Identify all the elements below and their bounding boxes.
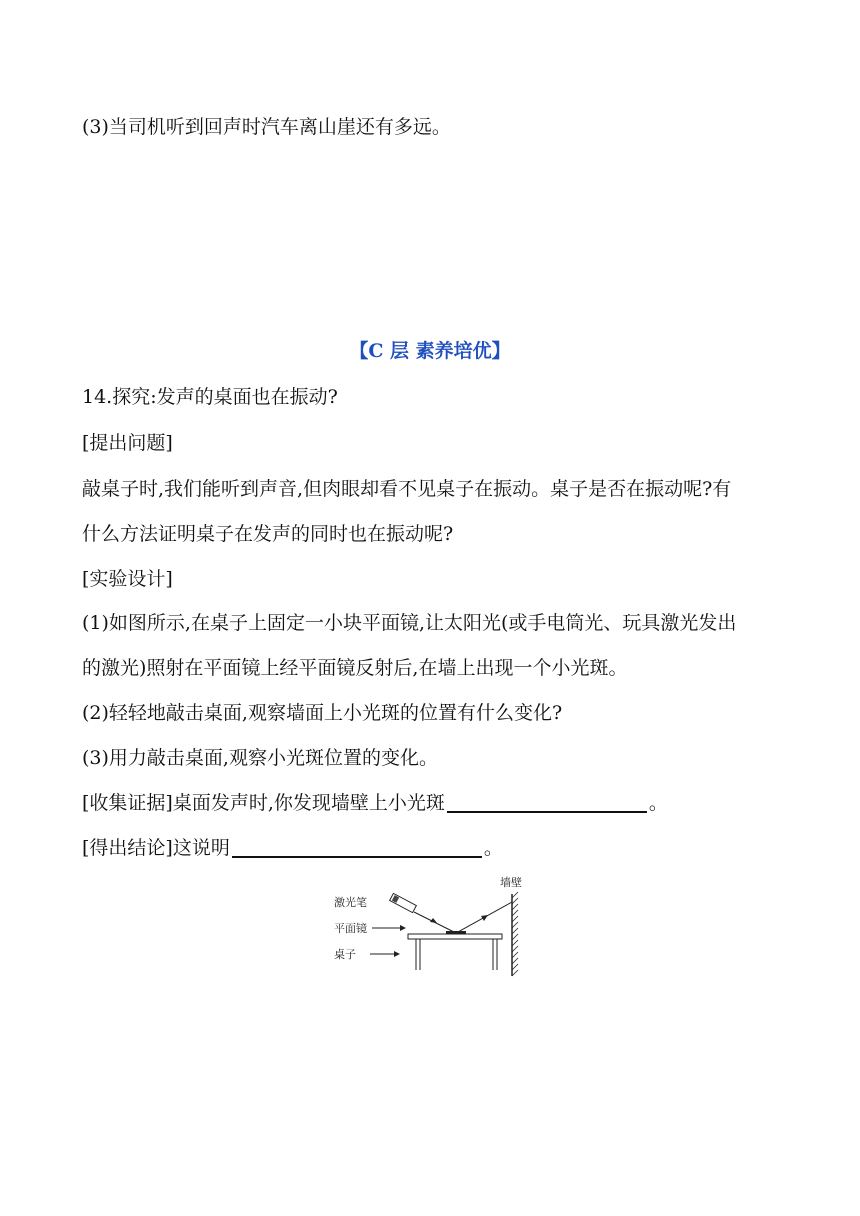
design-step-1-line-2: 的激光)照射在平面镜上经平面镜反射后,在墙上出现一个小光斑。 <box>82 657 628 679</box>
conclusion-suffix: 。 <box>483 837 503 859</box>
conclusion-answer-blank[interactable] <box>232 836 482 858</box>
design-step-3: (3)用力敲击桌面,观察小光斑位置的变化。 <box>82 747 438 769</box>
heading-design: [实验设计] <box>82 568 173 590</box>
wall-icon <box>512 892 518 976</box>
question-13-part-3: (3)当司机听到回声时汽车离山崖还有多远。 <box>82 116 451 138</box>
table-arrow <box>370 951 400 957</box>
evidence-suffix: 。 <box>648 792 668 814</box>
light-beam <box>414 902 512 933</box>
table-icon <box>408 934 502 970</box>
label-table: 桌子 <box>334 948 356 961</box>
label-mirror: 平面镜 <box>334 922 367 935</box>
evidence-prefix: [收集证据]桌面发声时,你发现墙壁上小光斑 <box>82 792 445 814</box>
label-laser: 激光笔 <box>334 896 367 909</box>
experiment-figure <box>328 872 528 980</box>
laser-pen-icon <box>390 893 417 912</box>
conclusion-line <box>82 836 503 860</box>
problem-line-2: 什么方法证明桌子在发声的同时也在振动呢? <box>82 523 454 545</box>
problem-line-1: 敲桌子时,我们能听到声音,但肉眼却看不见桌子在振动。桌子是否在振动呢?有 <box>82 478 732 500</box>
heading-problem: [提出问题] <box>82 432 173 454</box>
design-step-1-line-1: (1)如图所示,在桌子上固定一小块平面镜,让太阳光(或手电筒光、玩具激光发出 <box>82 612 737 634</box>
design-step-2: (2)轻轻地敲击桌面,观察墙面上小光斑的位置有什么变化? <box>82 702 563 724</box>
evidence-answer-blank[interactable] <box>447 791 647 813</box>
label-wall: 墙壁 <box>500 876 522 889</box>
mirror-arrow <box>372 925 406 931</box>
conclusion-prefix: [得出结论]这说明 <box>82 837 230 859</box>
section-title: 【C 层 素养培优】 <box>349 340 511 362</box>
experiment-diagram <box>328 872 528 980</box>
question-14-title: 14.探究:发声的桌面也在振动? <box>82 386 338 408</box>
evidence-line <box>82 791 668 815</box>
